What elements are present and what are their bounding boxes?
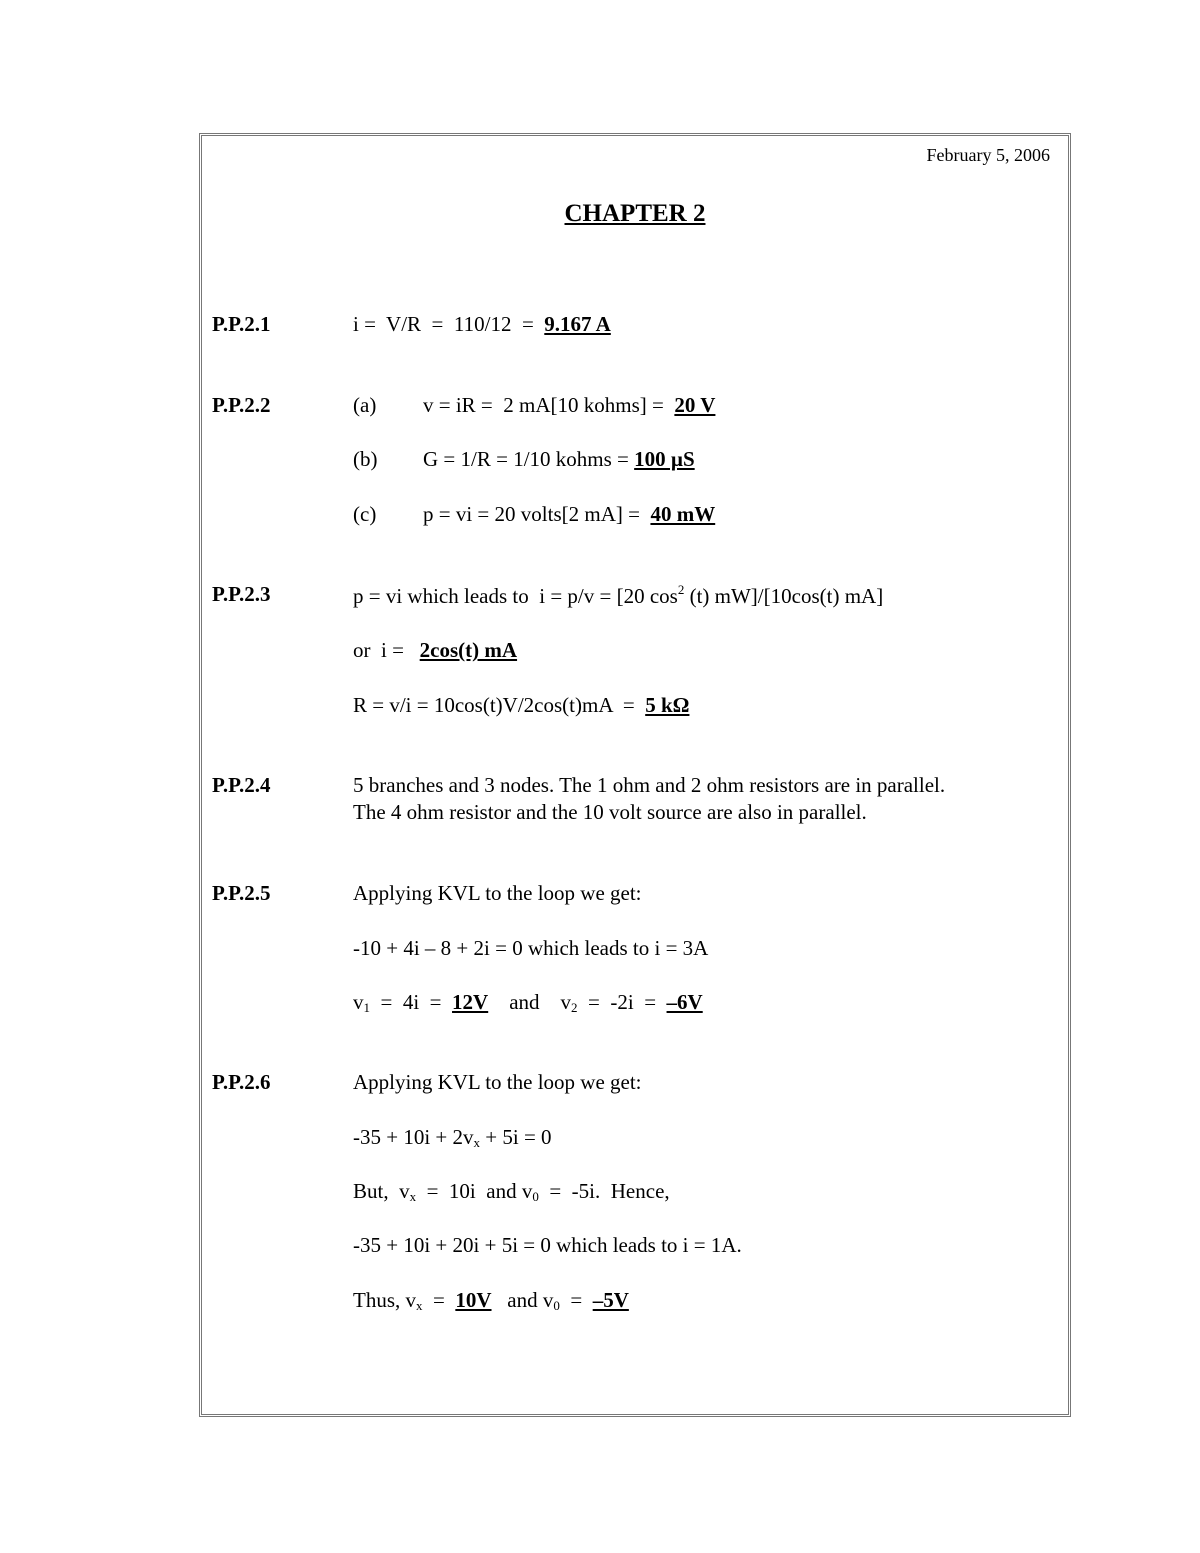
text: p = vi = 20 volts[2 mA] = bbox=[423, 502, 651, 526]
text: = bbox=[559, 1288, 593, 1312]
text: = bbox=[422, 1288, 456, 1312]
part-tag: (b) bbox=[353, 447, 378, 471]
text: v bbox=[353, 990, 364, 1014]
problem-label-2-3: P.P.2.3 bbox=[212, 582, 271, 606]
answer: 10V bbox=[455, 1288, 492, 1312]
answer: 100 µS bbox=[634, 447, 695, 471]
subscript: x bbox=[409, 1189, 417, 1204]
problem-2-4-line-2: The 4 ohm resistor and the 10 volt source are also in parallel. bbox=[353, 800, 867, 824]
text: (t) mW]/[10cos(t) mA] bbox=[684, 584, 884, 608]
text: R = v/i = 10cos(t)V/2cos(t)mA = bbox=[353, 693, 646, 717]
problem-2-2-part-c bbox=[353, 502, 715, 527]
problem-2-6-line-2 bbox=[353, 1125, 552, 1151]
part-tag: (c) bbox=[353, 502, 377, 526]
problem-2-2-part-b bbox=[353, 447, 695, 472]
problem-2-6-line-3 bbox=[353, 1179, 670, 1205]
superscript: 2 bbox=[677, 582, 685, 597]
problem-2-2-part-a bbox=[353, 393, 715, 418]
text: G = 1/R = 1/10 kohms = bbox=[423, 447, 635, 471]
subscript: 0 bbox=[553, 1298, 560, 1313]
subscript: x bbox=[473, 1135, 481, 1150]
text: Thus, v bbox=[353, 1288, 416, 1312]
problem-2-1-line bbox=[353, 312, 611, 337]
chapter-title: CHAPTER 2 bbox=[564, 200, 706, 227]
answer: –5V bbox=[592, 1288, 629, 1312]
problem-label-2-6: P.P.2.6 bbox=[212, 1070, 271, 1094]
text: = -2i = bbox=[577, 990, 667, 1014]
answer: 40 mW bbox=[650, 502, 716, 526]
text: i = V/R = 110/12 = bbox=[353, 312, 545, 336]
text: or i = bbox=[353, 638, 420, 662]
answer: 12V bbox=[452, 990, 489, 1014]
problem-label-2-4: P.P.2.4 bbox=[212, 773, 271, 797]
problem-2-5-line-3 bbox=[353, 990, 703, 1016]
document-date: February 5, 2006 bbox=[926, 145, 1050, 165]
problem-2-6-line-5 bbox=[353, 1288, 629, 1314]
text: = 10i and v bbox=[416, 1179, 533, 1203]
problem-2-5-line-1: Applying KVL to the loop we get: bbox=[353, 881, 642, 905]
answer: 9.167 A bbox=[544, 312, 611, 336]
subscript: 0 bbox=[532, 1189, 539, 1204]
problem-label-2-5: P.P.2.5 bbox=[212, 881, 271, 905]
problem-2-5-line-2: -10 + 4i – 8 + 2i = 0 which leads to i = 3A bbox=[353, 936, 709, 960]
text: and v bbox=[488, 990, 572, 1014]
text: But, v bbox=[353, 1179, 410, 1203]
problem-2-3-line-3 bbox=[353, 693, 689, 718]
subscript: 2 bbox=[571, 1000, 578, 1015]
answer: 20 V bbox=[674, 393, 716, 417]
answer: –6V bbox=[666, 990, 703, 1014]
text: -35 + 10i + 2v bbox=[353, 1125, 474, 1149]
answer: 5 kΩ bbox=[645, 693, 690, 717]
text: = -5i. Hence, bbox=[538, 1179, 670, 1203]
text: v = iR = 2 mA[10 kohms] = bbox=[423, 393, 675, 417]
text: + 5i = 0 bbox=[480, 1125, 552, 1149]
subscript: 1 bbox=[363, 1000, 370, 1015]
text: and v bbox=[491, 1288, 554, 1312]
problem-2-3-line-2 bbox=[353, 638, 517, 663]
answer: 2cos(t) mA bbox=[419, 638, 518, 662]
subscript: x bbox=[416, 1298, 423, 1313]
text: p = vi which leads to i = p/v = [20 cos bbox=[353, 584, 678, 608]
problem-label-2-1: P.P.2.1 bbox=[212, 312, 271, 336]
problem-2-6-line-1: Applying KVL to the loop we get: bbox=[353, 1070, 642, 1094]
problem-2-3-line-1 bbox=[353, 582, 883, 609]
part-tag: (a) bbox=[353, 393, 377, 417]
problem-2-4-line-1: 5 branches and 3 nodes. The 1 ohm and 2 ohm resistors are in parallel. bbox=[353, 773, 946, 797]
text: = 4i = bbox=[370, 990, 453, 1014]
problem-label-2-2: P.P.2.2 bbox=[212, 393, 271, 417]
page-frame bbox=[199, 133, 1071, 1417]
problem-2-6-line-4: -35 + 10i + 20i + 5i = 0 which leads to i = 1A. bbox=[353, 1233, 742, 1257]
